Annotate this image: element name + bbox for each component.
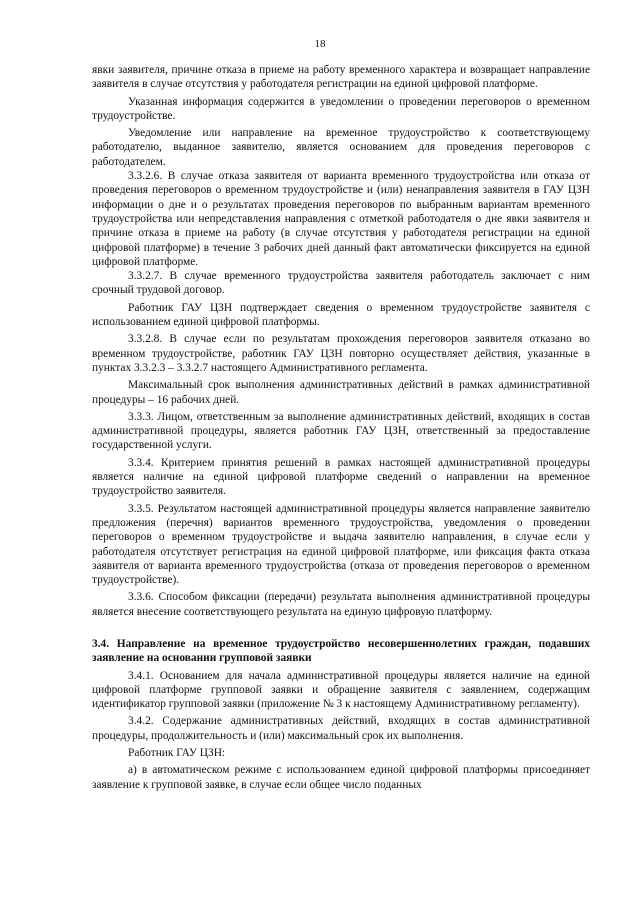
paragraph-3-3-4: 3.3.4. Критерием принятия решений в рамках настоящей административной процедуры является наличие на единой цифровой платформе сведений о направлении на временное трудоустройство заявителя. bbox=[92, 456, 590, 498]
section-heading-3-4: 3.4. Направление на временное трудоустройство несовершеннолетних граждан, подавших заявление на основании групповой заявки bbox=[92, 637, 590, 665]
paragraph-3-3-2-6: 3.3.2.6. В случае отказа заявителя от варианта временного трудоустройства или отказа от проведения переговоров о временном трудоустройстве и (или) ненаправления заявителя в ГАУ ЦЗН информации о дне и о результатах проведения переговоров по выбранным вариантам временного трудоустройства или непредставления направления с отметкой работодателя о дне явки заявителя и причине отказа в приеме на работу (в случае отсутствия у работодателя регистрации на единой цифровой платформе) в течение 3 рабочих дней данный факт автоматически фиксируется на единой цифровой платформе. bbox=[92, 170, 590, 268]
paragraph-notice-basis: Уведомление или направление на временное трудоустройство к соответствующему работодателю, выданное заявителю, является основанием для проведения переговоров с работодателем. bbox=[92, 127, 590, 168]
page-number: 18 bbox=[314, 38, 326, 50]
paragraph-item-a: а) в автоматическом режиме с использованием единой цифровой платформы присоединяет заявление к групповой заявке, в случае если общее число поданных bbox=[92, 764, 590, 791]
paragraph-3-4-1: 3.4.1. Основанием для начала административной процедуры является наличие на единой цифровой платформе групповой заявки и обращение заявителя с заявлением, содержащим идентификатор групповой заявки (приложение № 3 к настоящему Административному регламенту). bbox=[92, 669, 590, 711]
paragraph-max-term: Максимальный срок выполнения административных действий в рамках административной процедуры – 16 рабочих дней. bbox=[92, 379, 590, 406]
paragraph-confirmation: Работник ГАУ ЦЗН подтверждает сведения о временном трудоустройстве заявителя с использованием единой цифровой платформы. bbox=[92, 301, 590, 329]
document-body bbox=[92, 63, 590, 792]
paragraph-info-notice: Указанная информация содержится в уведомлении о проведении переговоров о временном трудоустройстве. bbox=[92, 95, 590, 122]
paragraph-3-3-3: 3.3.3. Лицом, ответственным за выполнение административных действий, входящих в состав административной процедуры, является работник ГАУ ЦЗН, ответственный за предоставление государственной услуги. bbox=[92, 410, 590, 452]
paragraph-3-4-2: 3.4.2. Содержание административных действий, входящих в состав административной процедуры, продолжительность и (или) максимальный срок их выполнения. bbox=[92, 715, 590, 742]
paragraph-3-3-5: 3.3.5. Результатом настоящей административной процедуры является направление заявителю предложения (перечня) вариантов временного трудоустройства, уведомления о проведении переговоров о временном трудоустройстве и выдача заявителю направления, в случае если у работодателя отсутствует регистрация на единой цифровой платформе, или фиксация факта отказа заявителя от варианта временного трудоустройства (отказа от проведения переговоров о временном трудоустройстве). bbox=[92, 502, 590, 587]
paragraph-3-3-2-7: 3.3.2.7. В случае временного трудоустройства заявителя работодатель заключает с ним срочный трудовой договор. bbox=[92, 270, 590, 297]
paragraph-worker-label: Работник ГАУ ЦЗН: bbox=[128, 747, 226, 760]
paragraph-3-3-6: 3.3.6. Способом фиксации (передачи) результата выполнения административной процедуры является внесение соответствующего результата на единую цифровую платформу. bbox=[92, 591, 590, 618]
paragraph-3-3-2-8: 3.3.2.8. В случае если по результатам прохождения переговоров заявителя отказано во временном трудоустройстве, работник ГАУ ЦЗН повторно осуществляет действия, указанные в пунктах 3.3.2.3 – 3.3.2.7 настоящего Административного регламента. bbox=[92, 333, 590, 374]
paragraph-continuation: явки заявителя, причине отказа в приеме на работу временного характера и возвращает направление заявителя в случае отсутствия у работодателя регистрации на единой цифровой платформе. bbox=[92, 64, 590, 91]
